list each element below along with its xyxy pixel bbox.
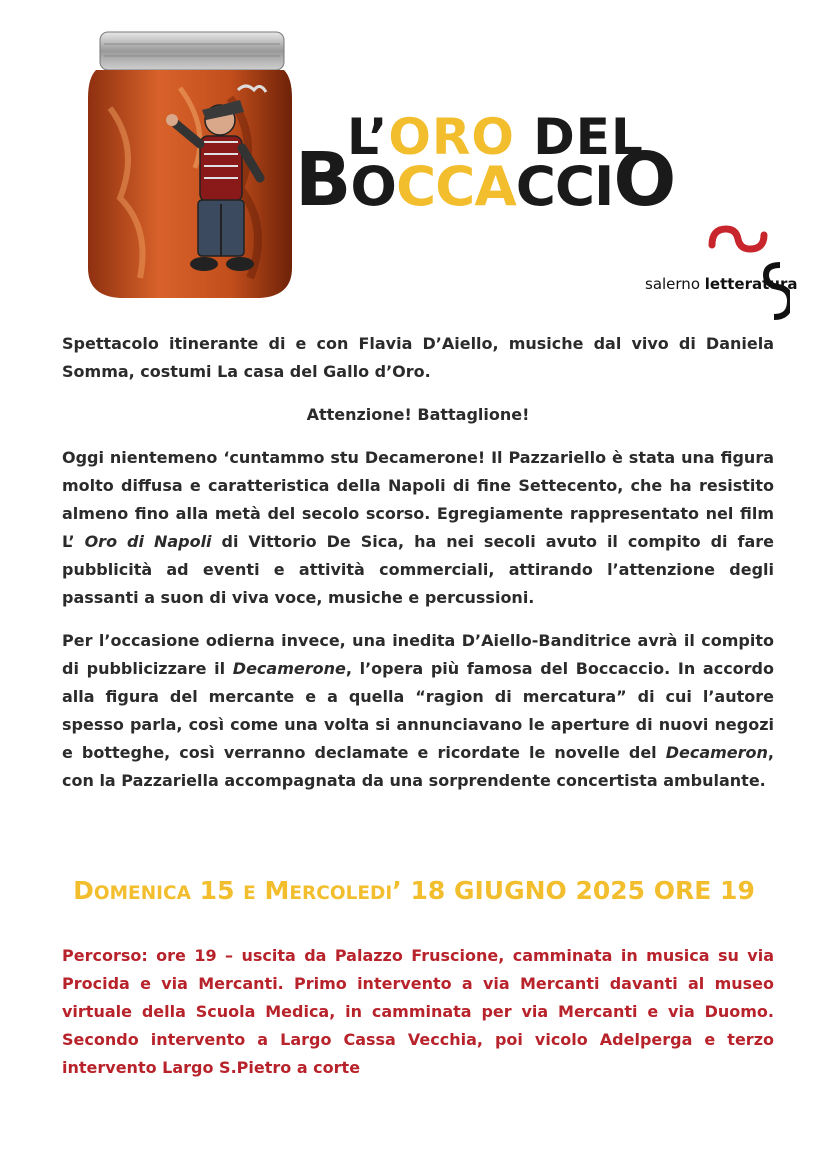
date-ercoledi: ERCOLEDI <box>289 883 393 904</box>
para2-text-3: , con la Pazzariella accompagnata da una sorprendente concertista ambulante. <box>62 743 774 790</box>
title-final-o: O <box>613 137 676 223</box>
event-date <box>0 876 828 905</box>
paragraph-1 <box>62 444 774 612</box>
title-word-del: DEL <box>514 108 644 166</box>
date-omenica: OMENICA <box>93 883 191 904</box>
attention-line: Attenzione! Battaglione! <box>306 405 530 424</box>
title-b: B <box>295 137 351 223</box>
logo-wordmark <box>645 275 797 293</box>
route-paragraph: Percorso: ore 19 – uscita da Palazzo Fruscione, camminata in musica su via Procida e via Mercanti. Primo intervento a via Mercanti davanti al museo virtuale della Scuola Medica, in camminata per via Mercanti e via Duomo. Secondo intervento a Largo Cassa Vecchia, poi vicolo Adelperga e terzo intervento Largo S.Pietro a corte <box>62 946 774 1077</box>
date-d: D <box>73 876 94 905</box>
title-word-l: L’ <box>347 108 389 166</box>
date-m: M <box>255 876 290 905</box>
date-rest: ’ 18 GIUGNO 2025 ORE 19 <box>392 876 755 905</box>
intro-paragraph: Spettacolo itinerante di e con Flavia D’Aiello, musiche dal vivo di Daniela Somma, costumi La casa del Gallo d’Oro. <box>62 334 774 381</box>
para1-text-after: di Vittorio De Sica, ha nei secoli avuto il compito di fare pubblicità ad eventi e attività commerciali, attirando l’attenzione degli passanti a suon di viva voce, musiche e percussioni. <box>62 532 774 607</box>
title-cca: CCA <box>395 154 516 218</box>
para2-decameron: Decameron <box>665 743 768 762</box>
date-15: 15 <box>190 876 244 905</box>
logo-bold: letteratura <box>704 275 798 293</box>
date-e: E <box>243 883 256 904</box>
para1-film-title: Oro di Napoli <box>84 532 212 551</box>
description <box>62 330 774 810</box>
para2-text-2: , l’opera più famosa del Boccaccio. In accordo alla figura del mercante e a quella “ragion di mercatura” di cui l’autore spesso parla, così come una volta si annunciavano le aperture di nuovi negozi e botteghe, così verranno declamate e ricordate le novelle del <box>62 659 775 762</box>
title-word-oro: ORO <box>388 108 515 166</box>
title-cci: CCI <box>515 154 614 218</box>
para2-decamerone: Decamerone <box>232 659 346 678</box>
title-o: O <box>350 154 396 218</box>
paragraph-2 <box>62 627 774 795</box>
jar-illustration <box>80 28 305 300</box>
logo-prefix: salerno <box>645 275 705 293</box>
para1-text-before: Oggi nientemeno ‘cuntammo stu Decamerone! Il Pazzariello è stata una figura molto diffusa e caratteristica della Napoli di fine Settecento, che ha resistito almeno fino alla metà del secolo scorso. Egregiamente rappresentato nel film L’ <box>62 448 774 551</box>
para2-text-1: Per l’occasione odierna invece, una inedita D’Aiello-Banditrice avrà il compito di pubblicizzare il <box>62 631 774 678</box>
